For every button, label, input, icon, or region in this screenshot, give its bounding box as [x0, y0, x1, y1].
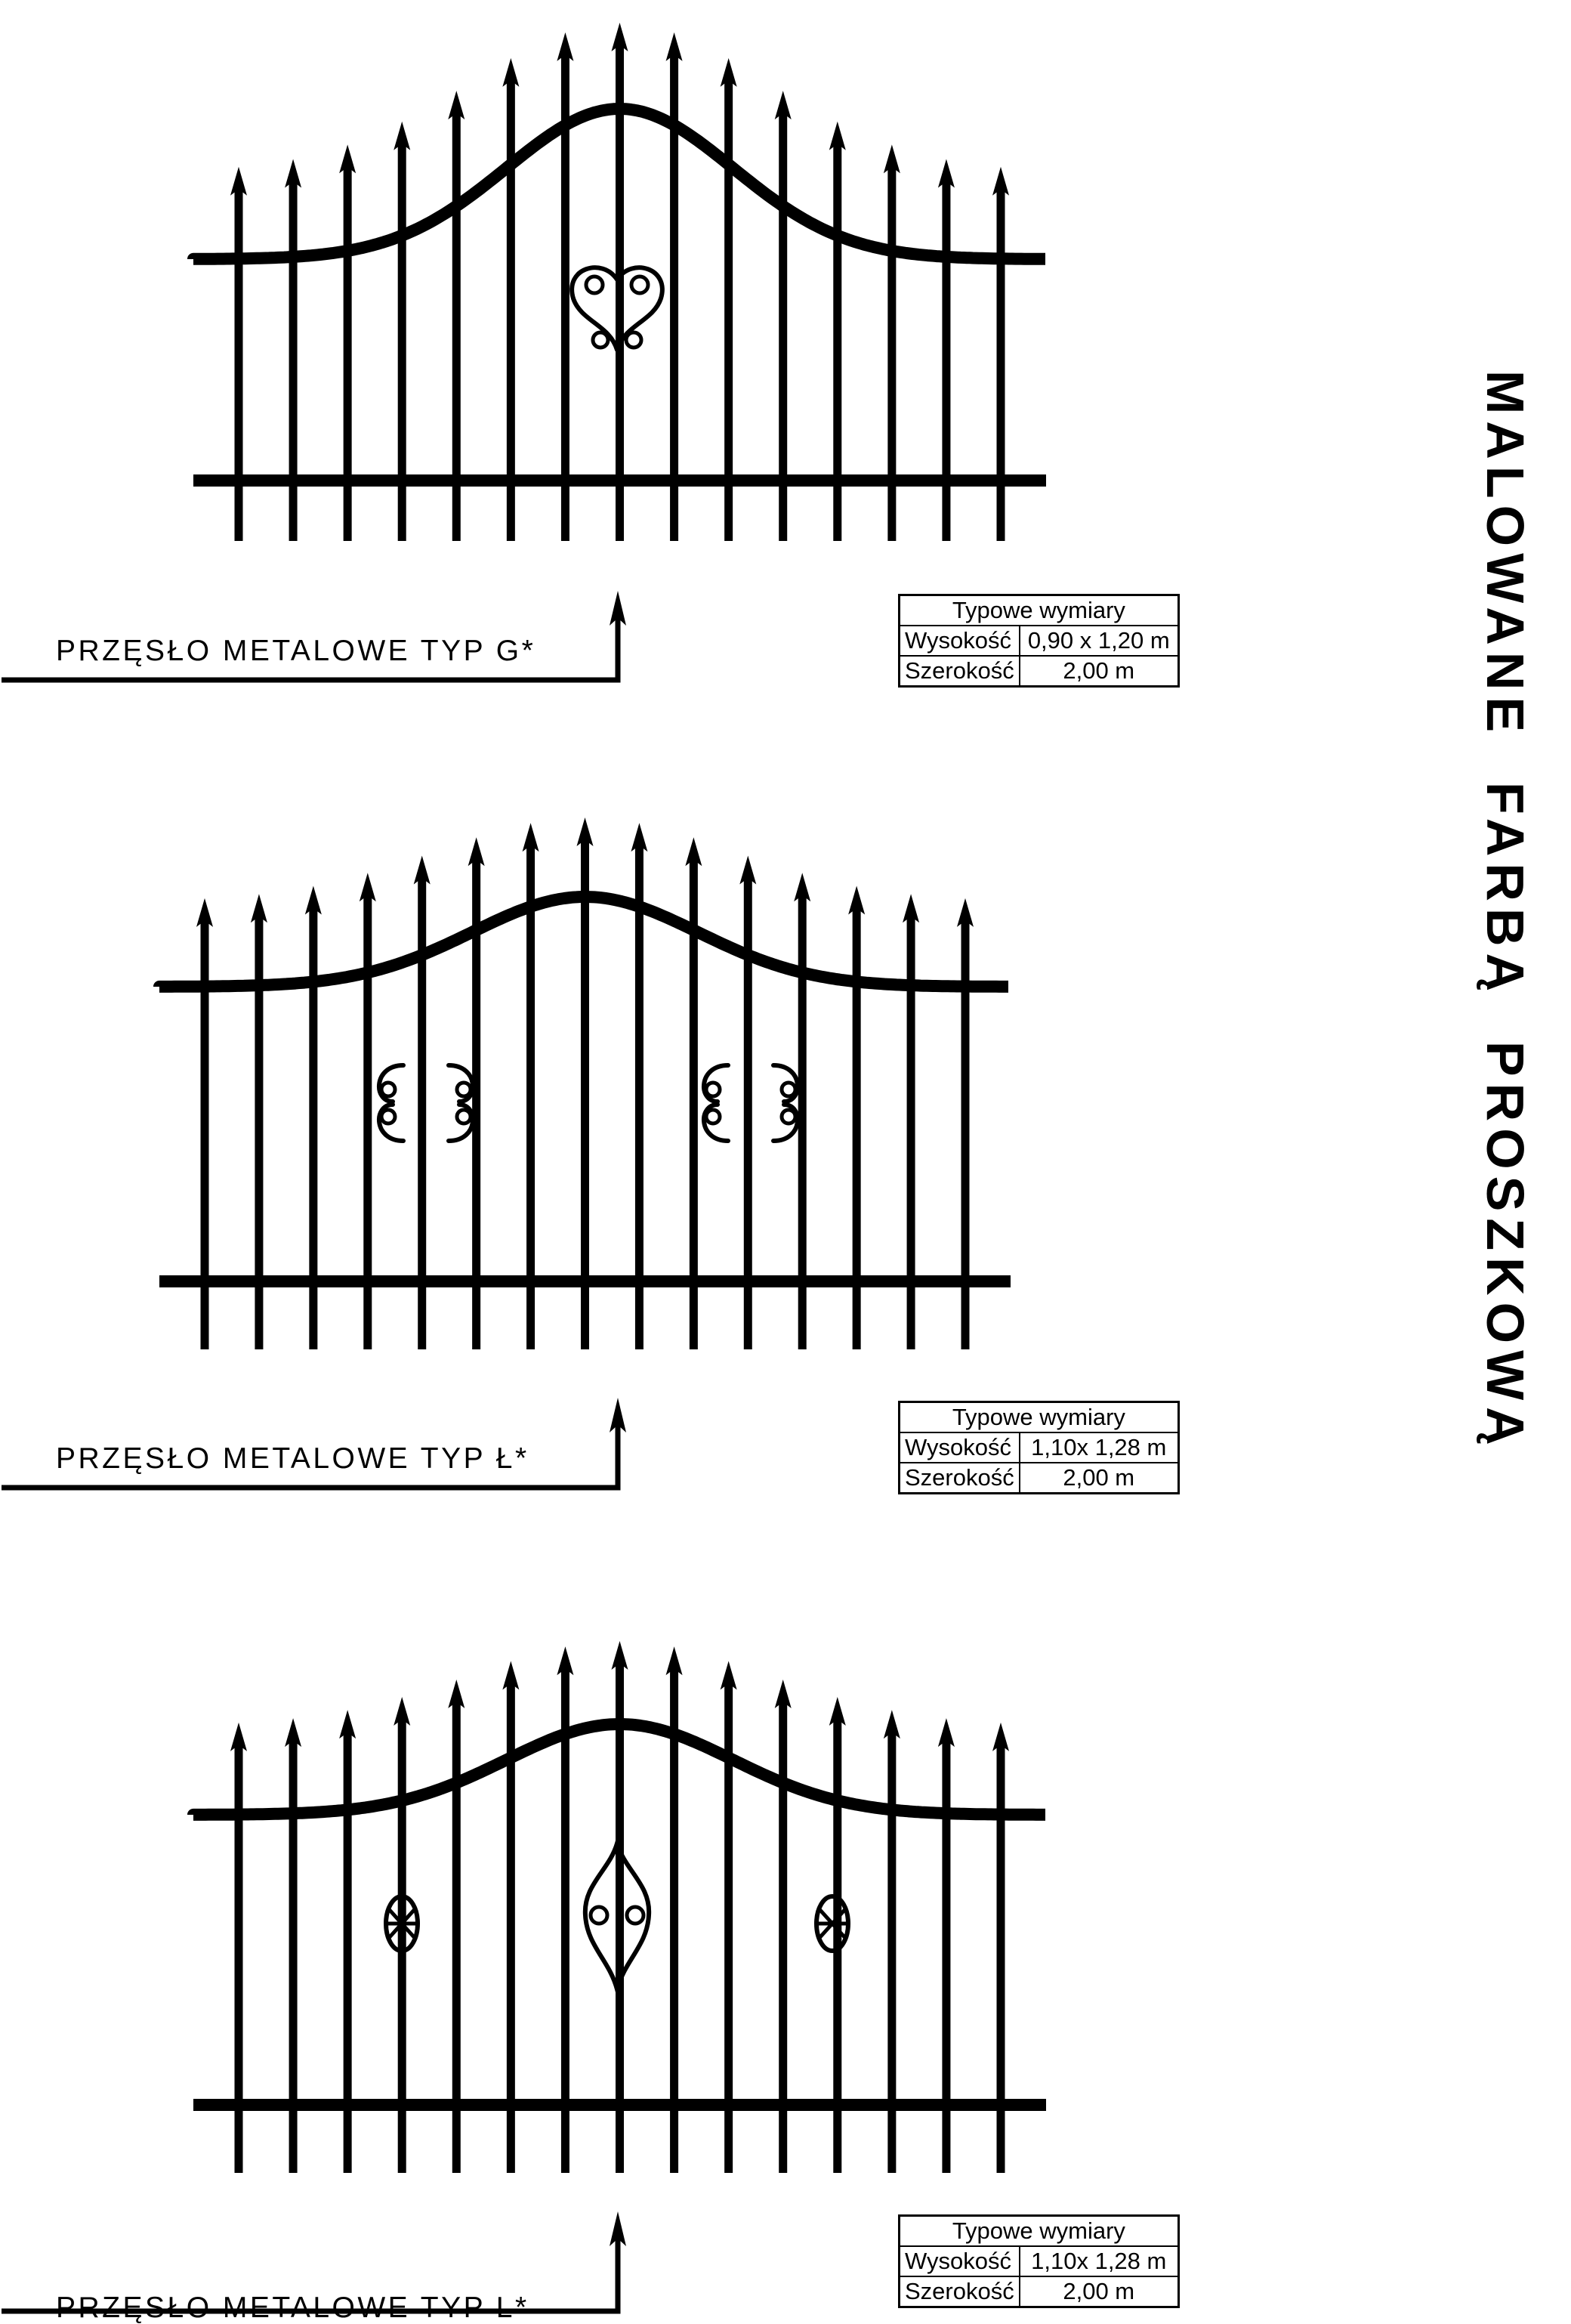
- table-header: Typowe wymiary: [900, 595, 1179, 626]
- height-label: Wysokość: [900, 1432, 1020, 1463]
- spear-tip: [721, 1661, 737, 1694]
- panel-label-g: PRZĘSŁO METALOWE TYP G*: [56, 635, 536, 667]
- height-value: 0,90 x 1,20 m: [1020, 626, 1179, 656]
- panel-label-l: PRZĘSŁO METALOWE TYP L*: [56, 2292, 529, 2324]
- spear-tip: [666, 1646, 683, 1680]
- spear-tip: [502, 1661, 519, 1694]
- width-label: Szerokość: [900, 656, 1020, 687]
- side-title: [1449, 370, 1539, 1828]
- width-value: 2,00 m: [1020, 2276, 1179, 2307]
- table-header: Typowe wymiary: [900, 2216, 1179, 2247]
- spear-tip: [394, 1697, 410, 1730]
- scroll-curl: [627, 1907, 644, 1924]
- spear-tip: [884, 1710, 900, 1743]
- width-value: 2,00 m: [1020, 656, 1179, 687]
- width-label: Szerokość: [900, 1463, 1020, 1494]
- height-value: 1,10x 1,28 m: [1020, 1432, 1179, 1463]
- picket: [561, 1669, 569, 2173]
- spear-tip: [230, 1723, 247, 1756]
- spear-tip: [612, 1641, 628, 1674]
- width-label: Szerokość: [900, 2276, 1020, 2307]
- spear-tip: [557, 1646, 573, 1680]
- picket: [616, 1664, 624, 2173]
- height-label: Wysokość: [900, 2246, 1020, 2276]
- height-value: 1,10x 1,28 m: [1020, 2246, 1179, 2276]
- table-header: Typowe wymiary: [900, 1402, 1179, 1433]
- basket-twist: [816, 1908, 848, 1939]
- spear-tip: [339, 1710, 356, 1743]
- scroll-curl: [591, 1907, 607, 1924]
- picket: [670, 1669, 678, 2173]
- panel-label-l-stroke: PRZĘSŁO METALOWE TYP Ł*: [56, 1442, 529, 1475]
- height-label: Wysokość: [900, 626, 1020, 656]
- side-title-text: MALOWANE FARBĄ PROSZKOWĄ: [1476, 370, 1535, 1452]
- width-value: 2,00 m: [1020, 1463, 1179, 1494]
- spear-tip: [829, 1697, 846, 1730]
- dimension-table-l: [898, 2214, 1180, 2308]
- spear-tip: [285, 1718, 301, 1751]
- spear-tip: [448, 1680, 465, 1713]
- spear-tip: [938, 1718, 955, 1751]
- spear-tip: [775, 1680, 792, 1713]
- bottom-rail: [193, 2099, 1046, 2111]
- spear-tip: [992, 1723, 1009, 1756]
